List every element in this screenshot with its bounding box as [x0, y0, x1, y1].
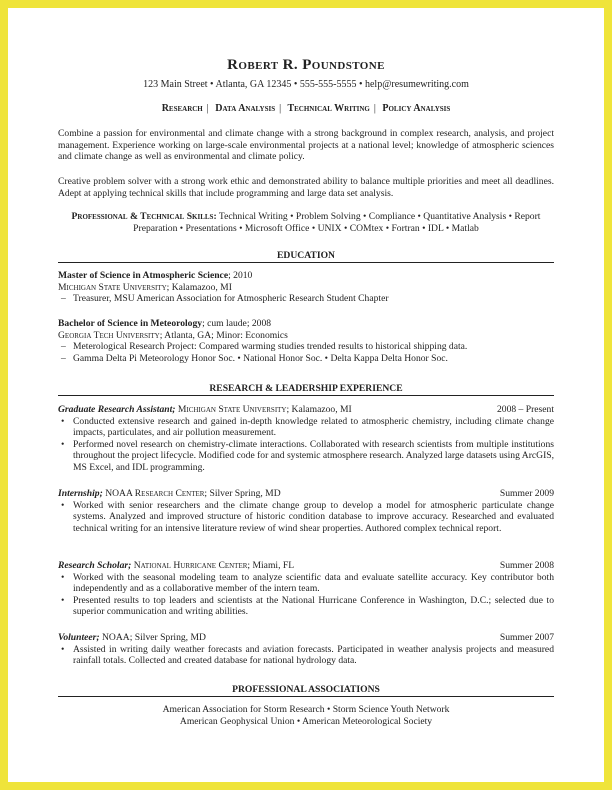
job-date: Summer 2007 [499, 632, 554, 643]
section-title-education: EDUCATION [58, 249, 554, 263]
summary-paragraph: Creative problem solver with a strong work ethic and demonstrated ability to balance multiple priorities and meet all deadlines. Adept at applying technical skills that include programming and large data set analysis. [58, 176, 554, 199]
list-item: • Presented results to top leaders and scientists at the National Hurricane Conference in Washington, D.C.; selected due to superior communication and writing abilities. [58, 595, 554, 618]
job-role: Research Scholar; [58, 560, 132, 571]
school-name: Georgia Tech University [58, 329, 160, 341]
job-date: Summer 2009 [499, 488, 554, 499]
job-role: Volunteer; [58, 632, 100, 643]
job-entry: Volunteer; NOAA; Silver Spring, MD Summer 2007 • Assisted in writing daily weather forecasts and aviation forecasts. Participated in weather analysis projects and measured rainfall totals. Collected and created database for national hydrology data. [58, 632, 554, 667]
list-item: • Assisted in writing daily weather forecasts and aviation forecasts. Participated in weather analysis projects and measured rainfall totals. Collected and created database for national hydrology data. [58, 644, 554, 667]
summary-paragraph: Combine a passion for environmental and climate change with a strong background in complex research, analysis, and project management. Experience working on large-scale environmental projects at a national level; knowledge of atmospheric sciences and climate change as well as environmental and climate policy. [58, 128, 554, 163]
list-item: – Gamma Delta Pi Meteorology Honor Soc. • National Honor Soc. • Delta Kappa Delta Honor Soc. [58, 353, 554, 365]
degree-title: Master of Science in Atmospheric Science [58, 270, 229, 281]
associations-list [58, 704, 554, 727]
job-entry: Research Scholar; National Hurricane Center; Miami, FL Summer 2008 • Worked with the seasonal modeling team to analyze scientific data and evaluate satellite accuracy. Key contributor both independently and as a collaborative member of the intern team. • Presented results to top leaders and scientists at the National Hurricane Conference in Washington, D.C.; selected due to superior communication and writing abilities. [58, 560, 554, 618]
list-item: • Worked with senior researchers and the climate change group to develop a model for atmospheric particulate change systems. Analyzed and improved structure of historic condition database to improve accuracy. Researched and evaluated technical writing for an intensive literature review of wind shear properties. Authored complex technical report. [58, 500, 554, 535]
resume-page [8, 8, 604, 782]
section-title-associations: PROFESSIONAL ASSOCIATIONS [58, 683, 554, 697]
job-role: Graduate Research Assistant; [58, 404, 176, 415]
school-name: Michigan State University [58, 281, 167, 293]
association-line: American Geophysical Union • American Meteorological Society [179, 715, 433, 727]
job-org: Michigan State University [175, 404, 287, 415]
job-entry: Graduate Research Assistant; Michigan State University; Kalamazoo, MI 2008 – Present • Conducted extensive research and gained in-depth knowledge related to atmospheric chemistry, including climate change impacts, particulates, and air pollution measurement. • Performed novel research on chemistry-climate interactions. Collaborated with research scientists from multiple institutions throughout the project lifecycle. Modified code for and systemic atmosphere research. Analyzed large datasets using ArcGIS, MS Excel, and IDL programming. [58, 404, 554, 474]
list-item: • Conducted extensive research and gained in-depth knowledge related to atmospheric chemistry, including climate change impacts, particulates, and air pollution measurement. [58, 416, 554, 439]
association-line: American Association for Storm Research • Storm Science Youth Network [162, 704, 450, 715]
job-entry: Internship; NOAA Research Center; Silver Spring, MD Summer 2009 • Worked with senior researchers and the climate change group to develop a model for atmospheric particulate change systems. Analyzed and improved structure of historic condition database to improve accuracy. Researched and evaluated technical writing for an intensive literature review of wind shear properties. Authored complex technical report. [58, 488, 554, 534]
degree-title: Bachelor of Science in Meteorology [58, 318, 203, 329]
skills-list: Technical Writing • Problem Solving • Compliance • Quantitative Analysis • Report Preparation • Presentations • Microsoft Office • UNIX • COMtex • Fortran • IDL • Matlab [133, 211, 541, 234]
headline-item: Research [161, 103, 203, 114]
list-item: – Meterological Research Project: Compared warming studies trended results to historical shipping data. [58, 341, 554, 353]
list-item: • Performed novel research on chemistry-climate interactions. Collaborated with research scientists from multiple institutions throughout the project lifecycle. Modified code for and systemic atmosphere research. Analyzed large datasets using ArcGIS, MS Excel, and IDL programming. [58, 439, 554, 474]
job-role: Internship; [58, 488, 103, 499]
list-item: • Worked with the seasonal modeling team to analyze scientific data and evaluate satellite accuracy. Key contributor both independently and as a collaborative member of the intern team. [58, 572, 554, 595]
skills-label: Professional & Technical Skills: [71, 211, 217, 222]
contact-line: 123 Main Street • Atlanta, GA 12345 • 555-555-5555 • help@resumewriting.com [143, 79, 469, 90]
job-org: National Hurricane Center [131, 560, 248, 571]
education-ms: Master of Science in Atmospheric Science; 2010 Michigan State University; Kalamazoo, MI – Treasurer, MSU American Association for Atmospheric Research Student Chapter [58, 270, 554, 305]
headline-item: Policy Analysis [382, 103, 451, 114]
job-org: NOAA Research Center [102, 488, 205, 499]
list-item: – Treasurer, MSU American Association for Atmospheric Research Student Chapter [58, 293, 554, 305]
headline: Research | Data Analysis | Technical Writing | Policy Analysis [161, 103, 451, 114]
job-date: 2008 – Present [496, 404, 554, 415]
skills-line [58, 211, 554, 234]
section-title-experience: RESEARCH & LEADERSHIP EXPERIENCE [58, 382, 554, 396]
education-bs: Bachelor of Science in Meteorology; cum laude; 2008 Georgia Tech University; Atlanta, GA; Minor: Economics – Meterological Research Project: Compared warming studies trended results to historical shipping data. – Gamma Delta Pi Meteorology Honor Soc. • National Honor Soc. • Delta Kappa Delta Honor Soc. [58, 318, 554, 364]
job-org: NOAA [99, 632, 130, 643]
headline-item: Data Analysis [215, 103, 276, 114]
resume-name: Robert R. Poundstone [227, 57, 385, 73]
headline-item: Technical Writing [287, 103, 370, 114]
job-date: Summer 2008 [499, 560, 554, 571]
